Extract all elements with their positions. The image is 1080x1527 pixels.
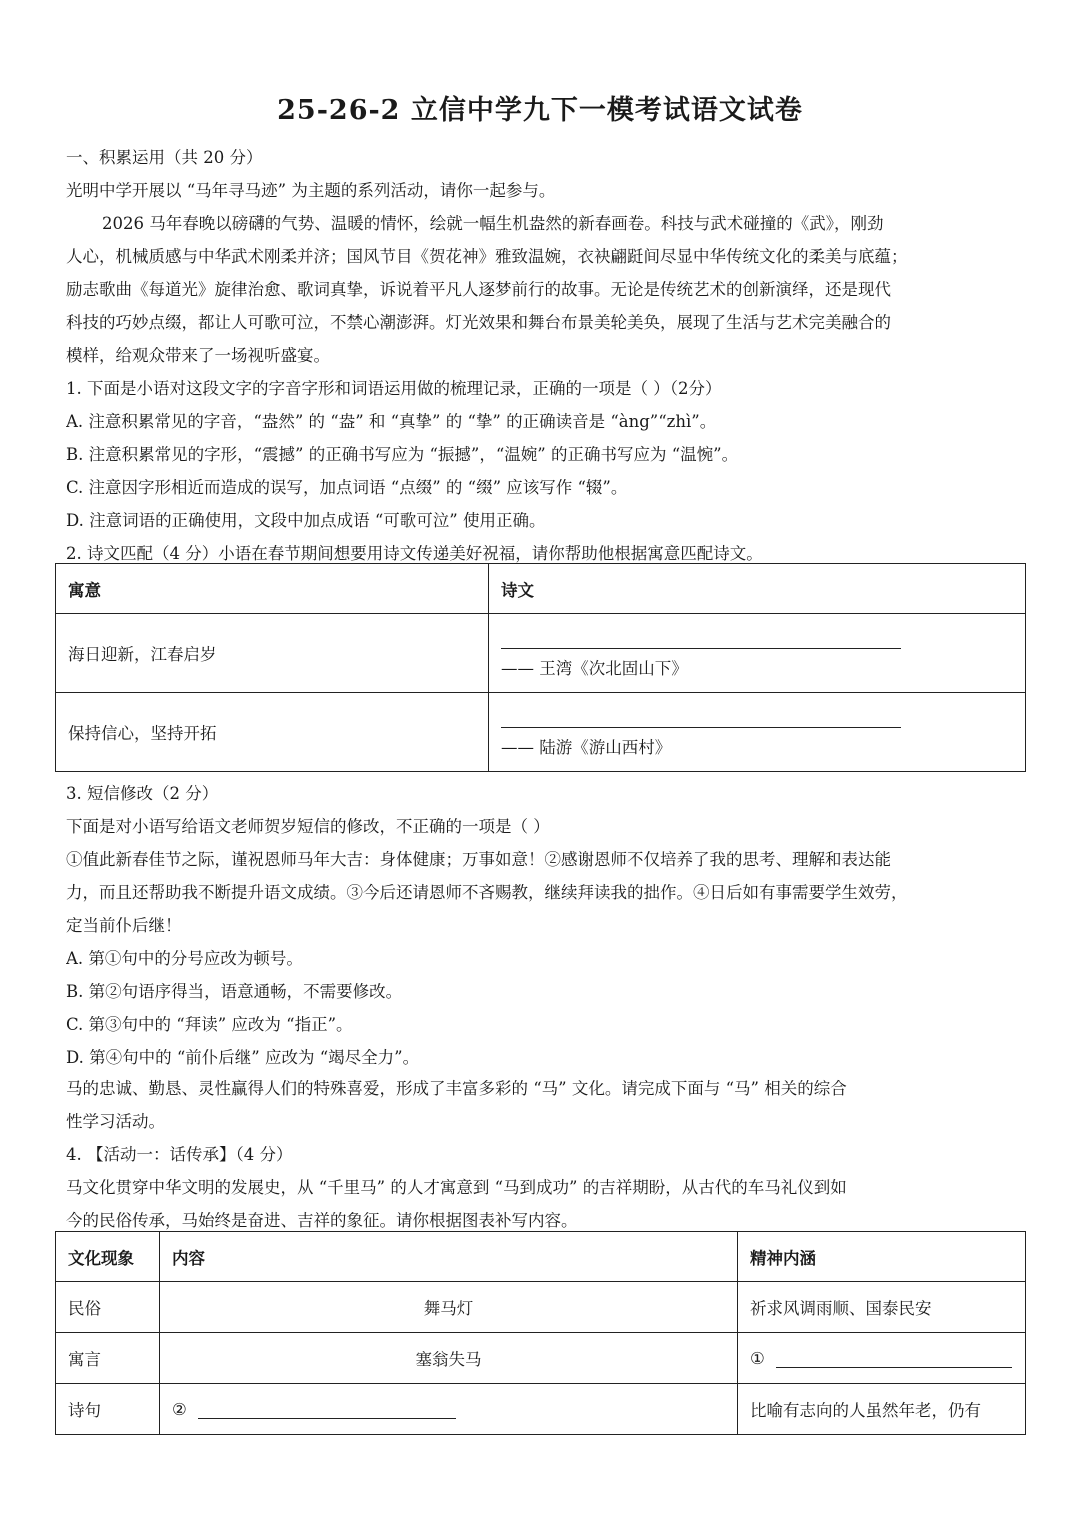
- table-row: [56, 693, 1026, 772]
- question-4-intro: 马文化贯穿中华文明的发展史，从 “千里马” 的人才寓意到 “马到成功” 的吉祥期盼，从古代的车马礼仪到如: [66, 1178, 847, 1197]
- meaning-cell: 保持信心，坚持开拓: [56, 693, 489, 772]
- sms-line: 定当前仆后继！: [66, 916, 182, 935]
- question-3-option-d: D. 第④句中的 “前仆后继” 应改为 “竭尽全力”。: [66, 1048, 420, 1067]
- meaning-cell: [738, 1333, 1026, 1384]
- answer-blank[interactable]: [501, 628, 901, 649]
- horse-culture-table: [55, 1231, 1026, 1435]
- question-1-stem: 1. 下面是小语对这段文字的字音字形和词语运用做的梳理记录，正确的一项是（ ）（2分）: [66, 379, 722, 398]
- answer-blank[interactable]: [501, 707, 901, 728]
- question-3-stem: 3. 短信修改（2 分）: [66, 784, 219, 803]
- content-cell: [160, 1384, 738, 1435]
- passage-line: 模样，给观众带来了一场视听盛宴。: [66, 346, 330, 365]
- horse-culture-intro: 马的忠诚、勤恳、灵性赢得人们的特殊喜爱，形成了丰富多彩的 “马” 文化。请完成下面与 “马” 相关的综合: [66, 1079, 847, 1098]
- poem-source: —— 王湾《次北固山下》: [501, 658, 688, 678]
- header-type: 文化现象: [56, 1232, 160, 1282]
- page-title: 25-26-2 立信中学九下一模考试语文试卷: [277, 95, 803, 126]
- content-cell: 塞翁失马: [160, 1333, 738, 1384]
- question-4-intro: 今的民俗传承，马始终是奋进、吉祥的象征。请你根据图表补写内容。: [66, 1211, 578, 1230]
- blank-marker: ①: [750, 1348, 765, 1368]
- table-row: [56, 1333, 1026, 1384]
- passage-line: 人心，机械质感与中华武术刚柔并济；国风节目《贺花神》雅致温婉，衣袂翩跹间尽显中华传统文化的柔美与底蕴；: [66, 247, 908, 266]
- activity-intro: 光明中学开展以 “马年寻马迹” 为主题的系列活动，请你一起参与。: [66, 181, 556, 200]
- horse-culture-intro: 性学习活动。: [66, 1112, 165, 1131]
- table-row: [56, 614, 1026, 693]
- meaning-cell: 祈求风调雨顺、国泰民安: [738, 1282, 1026, 1333]
- section-heading: 一、积累运用（共 20 分）: [66, 148, 263, 167]
- poem-match-table: [55, 563, 1026, 772]
- passage-line: 科技的巧妙点缀，都让人可歌可泣，不禁心潮澎湃。灯光效果和舞台布景美轮美奂，展现了生活与艺术完美融合的: [66, 313, 891, 332]
- meaning-cell: 比喻有志向的人虽然年老，仍有: [738, 1384, 1026, 1435]
- table-header-row: [56, 1232, 1026, 1282]
- poem-source: —— 陆游《游山西村》: [501, 737, 672, 757]
- table-row: [56, 1384, 1026, 1435]
- question-3-option-a: A. 第①句中的分号应改为顿号。: [66, 949, 303, 968]
- passage-line: 2026 马年春晚以磅礴的气势、温暖的情怀，绘就一幅生机盎然的新春画卷。科技与武术碰撞的《武》，刚劲: [102, 214, 884, 233]
- question-4-stem: 4. 【活动一：话传承】（4 分）: [66, 1145, 293, 1164]
- sms-line: 力，而且还帮助我不断提升语文成绩。③今后还请恩师不吝赐教，继续拜读我的拙作。④日后如有事需要学生效劳，: [66, 883, 908, 902]
- answer-blank[interactable]: [198, 1400, 456, 1419]
- sms-line: ①值此新春佳节之际，谨祝恩师马年大吉：身体健康；万事如意！②感谢恩师不仅培养了我的思考、理解和表达能: [66, 850, 891, 869]
- poem-cell: [489, 614, 1026, 693]
- type-cell: 诗句: [56, 1384, 160, 1435]
- passage-line: 励志歌曲《每道光》旋律治愈、歌词真挚，诉说着平凡人逐梦前行的故事。无论是传统艺术的创新演绎，还是现代: [66, 280, 891, 299]
- question-1-option-c: C. 注意因字形相近而造成的误写，加点词语 “点缀” 的 “缀” 应该写作 “辍”。: [66, 478, 628, 497]
- meaning-cell: 海日迎新，江春启岁: [56, 614, 489, 693]
- header-poem: 诗文: [489, 564, 1026, 614]
- question-2-stem: 2. 诗文匹配（4 分）小语在春节期间想要用诗文传递美好祝福，请你帮助他根据寓意匹配诗文。: [66, 544, 763, 563]
- blank-marker: ②: [172, 1399, 187, 1419]
- answer-blank[interactable]: [776, 1349, 1012, 1368]
- header-content: 内容: [160, 1232, 738, 1282]
- table-row: [56, 1282, 1026, 1333]
- header-meaning: 精神内涵: [738, 1232, 1026, 1282]
- question-1-option-a: A. 注意积累常见的字音，“盎然” 的 “盎” 和 “真挚” 的 “挚” 的正确读音是 “àng”“zhì”。: [66, 412, 717, 431]
- table-header-row: [56, 564, 1026, 614]
- poem-cell: [489, 693, 1026, 772]
- header-meaning: 寓意: [56, 564, 489, 614]
- question-3-option-b: B. 第②句语序得当，语意通畅，不需要修改。: [66, 982, 403, 1001]
- type-cell: 寓言: [56, 1333, 160, 1384]
- question-1-option-d: D. 注意词语的正确使用，文段中加点成语 “可歌可泣” 使用正确。: [66, 511, 546, 530]
- content-cell: 舞马灯: [160, 1282, 738, 1333]
- question-3-option-c: C. 第③句中的 “拜读” 应改为 “指正”。: [66, 1015, 353, 1034]
- question-1-option-b: B. 注意积累常见的字形，“震撼” 的正确书写应为 “振撼”，“温婉” 的正确书写应为 “温惋”。: [66, 445, 739, 464]
- question-3-intro: 下面是对小语写给语文老师贺岁短信的修改，不正确的一项是（ ）: [66, 817, 550, 836]
- type-cell: 民俗: [56, 1282, 160, 1333]
